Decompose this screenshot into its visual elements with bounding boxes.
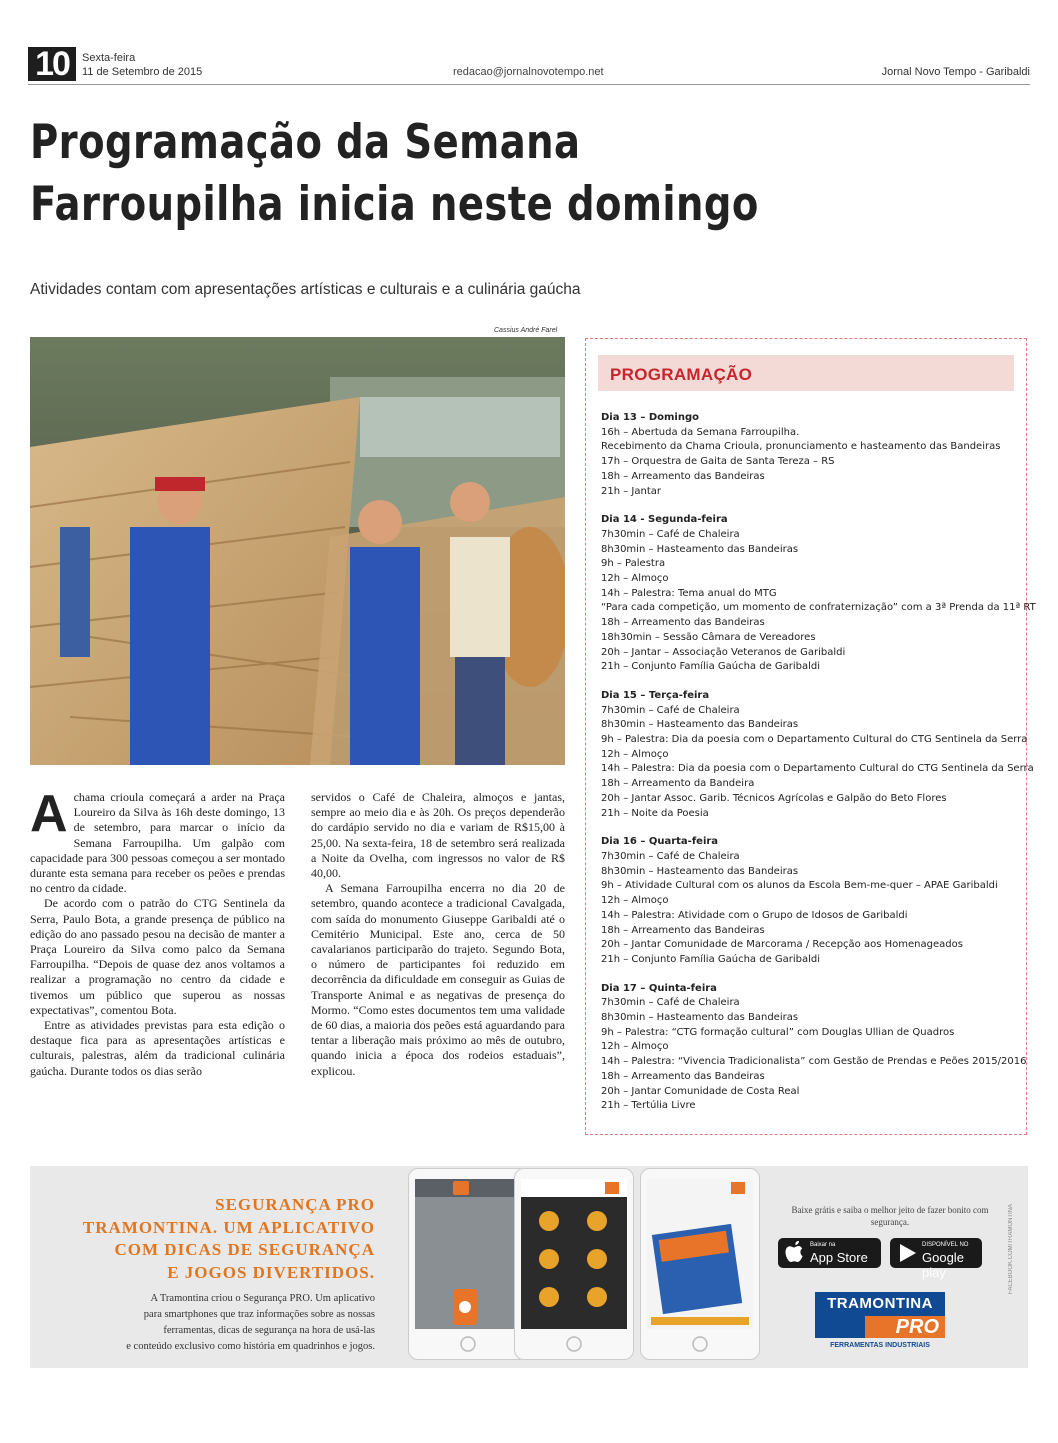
programacao-item: 20h – Jantar Comunidade de Marcorama / Recepção aos Homenageados bbox=[601, 939, 963, 951]
programacao-day-title: Dia 15 – Terça-feira bbox=[601, 689, 710, 701]
article-title-line1: Programação da Semana bbox=[30, 115, 581, 170]
ad-headline bbox=[30, 1194, 375, 1284]
programacao-item: 21h – Jantar bbox=[601, 485, 661, 497]
article-column-1 bbox=[30, 785, 285, 1079]
programacao-item: 18h – Arreamento das Bandeiras bbox=[601, 617, 765, 629]
programacao-item: 14h – Palestra: Dia da poesia com o Departamento Cultural do CTG Sentinela da Serra bbox=[601, 763, 1034, 775]
programacao-day bbox=[601, 982, 1027, 1114]
programacao-item: 9h – Palestra bbox=[601, 558, 666, 570]
programacao-day-title: Dia 17 – Quinta-feira bbox=[601, 982, 717, 994]
article-paragraph: De acordo com o patrão do CTG Sentinela da Serra, Paulo Bota, a grande presença de público na edição do ano passado pesou na decisão de manter a Praça Loureiro da Silva como palco da Semana Farroupilha. “Depois de quase dez anos voltamos a realizar a programação no centro da cidade e tivemos um público que superou as nossas expectativas”, comentou Bota. bbox=[30, 896, 285, 1017]
programacao-item: 18h – Arreamento das Bandeiras bbox=[601, 924, 765, 936]
ad-body-line: e conteúdo exclusivo como história em quadrinhos e jogos. bbox=[126, 1341, 375, 1352]
programacao-item: “Para cada competição, um momento de confraternização” com a 3ª Prenda da 11ª RT bbox=[601, 602, 1036, 614]
header-paper-name: Jornal Novo Tempo - Garibaldi bbox=[881, 66, 1030, 78]
ad-body-line: para smartphones que traz informações sobre as nossas bbox=[143, 1309, 375, 1320]
programacao-item: 7h30min – Café de Chaleira bbox=[601, 704, 740, 716]
programacao-item: 12h – Almoço bbox=[601, 895, 669, 907]
programacao-header bbox=[598, 355, 1014, 391]
programacao-box bbox=[585, 338, 1036, 1135]
ad-download-text: Baixe grátis e saiba o melhor jeito de fazer bonito com segurança. bbox=[791, 1205, 989, 1227]
programacao-day bbox=[601, 513, 1036, 675]
phone-mockup-menu bbox=[514, 1168, 634, 1360]
programacao-day bbox=[601, 411, 1021, 499]
programacao-item: 21h – Tertúlia Livre bbox=[601, 1100, 696, 1112]
programacao-item: 18h – Arreamento das Bandeiras bbox=[601, 470, 765, 482]
ad-body-line: ferramentas, dicas de segurança na hora de usá-las bbox=[163, 1325, 375, 1336]
google-play-small-label: DISPONÍVEL NO bbox=[922, 1242, 969, 1248]
article-title-line2: Farroupilha inicia neste domingo bbox=[30, 177, 759, 232]
programacao-item: 20h – Jantar – Associação Veteranos de Garibaldi bbox=[601, 646, 846, 658]
brand-pro: PRO bbox=[815, 1316, 945, 1338]
programacao-day-title: Dia 14 - Segunda-feira bbox=[601, 514, 728, 526]
header-email[interactable]: redacao@jornalnovotempo.net bbox=[453, 66, 604, 78]
header-date: 11 de Setembro de 2015 bbox=[82, 66, 203, 78]
article-paragraph: chama crioula começará a arder na Praça Loureiro da Silva às 16h deste domingo, 13 de setembro, para marcar o início da Semana Farroupilha. Um galpão com capacidade para 300 pessoas começou a ser montado durante esta semana para receber os peões e prendas no centro da cidade. bbox=[30, 790, 285, 896]
programacao-item: 9h – Atividade Cultural com os alunos da Escola Bem-me-quer – APAE Garibaldi bbox=[601, 880, 998, 892]
advertisement bbox=[30, 1166, 1028, 1368]
apple-icon bbox=[782, 1238, 808, 1268]
app-store-button[interactable] bbox=[778, 1238, 881, 1268]
brand-name: TRAMONTINA bbox=[815, 1292, 945, 1316]
programacao-item: 14h – Palestra: Tema anual do MTG bbox=[601, 587, 777, 599]
programacao-item: Recebimento da Chama Crioula, pronunciamento e hasteamento das Bandeiras bbox=[601, 441, 1001, 453]
programacao-item: 20h – Jantar Comunidade de Costa Real bbox=[601, 1085, 800, 1097]
programacao-item: 21h – Noite da Poesia bbox=[601, 807, 709, 819]
phone-mockup-game bbox=[408, 1168, 528, 1360]
header-day: Sexta-feira bbox=[82, 52, 136, 64]
programacao-item: 12h – Almoço bbox=[601, 748, 669, 760]
page-header bbox=[28, 44, 1030, 85]
programacao-item: 7h30min – Café de Chaleira bbox=[601, 528, 740, 540]
ad-body-line: A Tramontina criou o Segurança PRO. Um aplicativo bbox=[150, 1293, 375, 1304]
article-paragraph: servidos o Café de Chaleira, almoços e jantas, sempre ao meio dia e às 20h. Os preços dependerão do cardápio servido no dia e variam de R$15,00 à 25,00. Na sexta-feira, 18 de setembro será realizada a Noite da Ovelha, com ingressos no valor de R$ 40,00. bbox=[311, 790, 565, 881]
article-paragraph: A Semana Farroupilha encerra no dia 20 de setembro, quando acontece a tradicional Cavalgada, com saída do monumento Giuseppe Garibaldi até o Cemitério Municipal. Este ano, cerca de 50 cavalarianos participarão do trajeto. Segundo Bota, o número de participantes foi reduzido em decorrência da dificuldade em conseguir as Guias de Transporte Animal e as negativas de presença do Mormo. “Como estes documentos tem uma validade de 60 dias, a maioria dos peões está aguardando para tentar a liberação mais próximo ao mês de outubro, quando inicia a época dos rodeios estaduais”, explicou. bbox=[311, 881, 565, 1078]
programacao-item: 21h – Conjunto Família Gaúcha de Garibaldi bbox=[601, 661, 821, 673]
programacao-item: 16h – Abertuda da Semana Farroupilha. bbox=[601, 426, 800, 438]
brand-subtitle: FERRAMENTAS INDUSTRIAIS bbox=[830, 1342, 930, 1349]
programacao-list bbox=[601, 411, 1036, 1128]
programacao-item: 14h – Palestra: “Vivencia Tradicionalista” com Gestão de Prendas e Peões 2015/2016 bbox=[601, 1056, 1027, 1068]
phone-mockup-comic bbox=[640, 1168, 760, 1360]
programacao-day-title: Dia 13 – Domingo bbox=[601, 412, 700, 423]
programacao-item: 18h – Arreamento da Bandeira bbox=[601, 778, 755, 790]
programacao-item: 8h30min – Hasteamento das Bandeiras bbox=[601, 543, 799, 555]
programacao-item: 20h – Jantar Assoc. Garib. Técnicos Agrícolas e Galpão do Beto Flores bbox=[601, 792, 947, 804]
drop-cap: A bbox=[30, 785, 68, 843]
programacao-item: 21h – Conjunto Família Gaúcha de Garibaldi bbox=[601, 953, 821, 965]
programacao-item: 9h – Palestra: Dia da poesia com o Departamento Cultural do CTG Sentinela da Serra bbox=[601, 734, 1028, 746]
photo-illustration bbox=[30, 337, 565, 765]
article-column-2 bbox=[311, 790, 565, 1079]
programacao-item: 8h30min – Hasteamento das Bandeiras bbox=[601, 719, 799, 731]
programacao-item: 18h30min – Sessão Câmara de Vereadores bbox=[601, 631, 816, 643]
programacao-item: 18h – Arreamento das Bandeiras bbox=[601, 1070, 765, 1082]
photo-credit: Cassius André Farel bbox=[494, 327, 558, 334]
google-play-button[interactable] bbox=[890, 1238, 982, 1280]
ad-headline-line: SEGURANÇA PRO bbox=[215, 1195, 375, 1214]
programacao-title: PROGRAMAÇÃO bbox=[610, 365, 753, 384]
phone-screen-comic bbox=[641, 1169, 759, 1359]
article-paragraph: Entre as atividades previstas para esta edição o destaque fica para as apresentações artísticas e culturais, palestras, além da tradicional culinária gaúcha. Durante todos os dias serão bbox=[30, 1018, 285, 1078]
programacao-day-title: Dia 16 – Quarta-feira bbox=[601, 836, 719, 848]
programacao-item: 9h – Palestra: “CTG formação cultural” com Douglas Ullian de Quadros bbox=[601, 1026, 955, 1038]
phone-screen-game bbox=[409, 1169, 527, 1359]
ad-headline-line: TRAMONTINA. UM APLICATIVO bbox=[82, 1217, 375, 1237]
article-title bbox=[30, 112, 817, 236]
programacao-item: 8h30min – Hasteamento das Bandeiras bbox=[601, 1012, 799, 1024]
app-store-label: App Store bbox=[810, 1250, 868, 1265]
tramontina-pro-logo bbox=[815, 1292, 945, 1354]
programacao-item: 14h – Palestra: Atividade com o Grupo de Idosos de Garibaldi bbox=[601, 909, 908, 921]
ad-headline-line: COM DICAS DE SEGURANÇA bbox=[114, 1240, 375, 1259]
programacao-item: 17h – Orquestra de Gaita de Santa Tereza – RS bbox=[601, 456, 835, 468]
app-store-small-label: Baixar na bbox=[810, 1242, 836, 1248]
google-play-label: Google play bbox=[922, 1250, 964, 1280]
programacao-item: 7h30min – Café de Chaleira bbox=[601, 997, 740, 1009]
page-number: 10 bbox=[28, 47, 76, 81]
google-play-icon bbox=[896, 1238, 920, 1268]
ad-body bbox=[30, 1291, 375, 1355]
programacao-day bbox=[601, 835, 1021, 967]
programacao-item: 12h – Almoço bbox=[601, 1041, 669, 1053]
programacao-day bbox=[601, 689, 1034, 821]
phone-screen-menu bbox=[515, 1169, 633, 1359]
ad-side-credit: FACEBOOK.COM/TRAMONTINA bbox=[1008, 1204, 1014, 1295]
article-subtitle: Atividades contam com apresentações artísticas e culturais e a culinária gaúcha bbox=[30, 281, 581, 298]
programacao-item: 12h – Almoço bbox=[601, 573, 669, 585]
article-photo bbox=[30, 337, 565, 765]
ad-headline-line: E JOGOS DIVERTIDOS. bbox=[167, 1262, 375, 1282]
programacao-item: 7h30min – Café de Chaleira bbox=[601, 850, 740, 862]
programacao-item: 8h30min – Hasteamento das Bandeiras bbox=[601, 865, 799, 877]
